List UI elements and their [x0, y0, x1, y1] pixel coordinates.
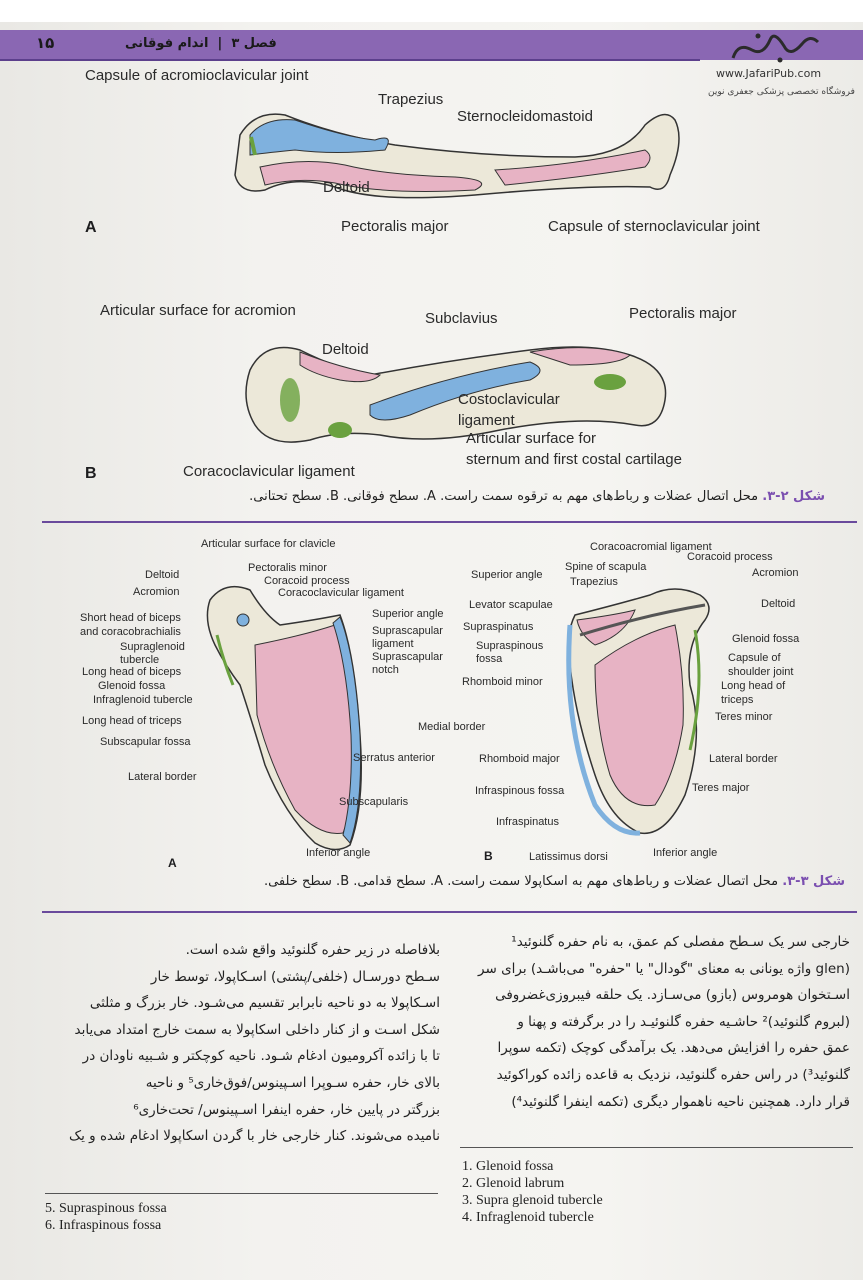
label-teres-major: Teres major — [692, 782, 750, 794]
panel-letter-3b: B — [484, 849, 493, 863]
chapter-label: فصل ۳ | اندام فوقانی — [125, 36, 277, 51]
label-short-head-biceps: Short head of biceps — [80, 612, 181, 624]
body-left-line: سـطح دورسـال (خلفی/پشتی) اسـکاپولا، توسط خار — [150, 968, 440, 985]
figure-3-caption: شکل ۳-۳. محل اتصال عضلات و رباط‌های مهم به اسکاپولا سمت راست. A. سطح قدامی. B. سطح خلفی. — [263, 874, 845, 889]
trapezius-area — [250, 120, 388, 155]
label-long-head-triceps-3a: Long head of triceps — [82, 715, 182, 727]
label-infraglenoid: Infraglenoid tubercle — [93, 694, 193, 706]
label-glenoid-fossa-3a: Glenoid fossa — [98, 680, 166, 692]
label-supraglenoid-2: tubercle — [120, 654, 160, 666]
scapula-anterior-drawing — [195, 575, 375, 860]
label-subscapularis: Subscapularis — [339, 796, 409, 808]
label-deltoid-b: Deltoid — [322, 341, 369, 358]
label-pectoralis-major-b: Pectoralis major — [629, 305, 737, 322]
footnote-item: 6. Infraspinous fossa — [45, 1218, 162, 1233]
body-right-line: گلنوئید³) در راس حفره گلنوئید، نزدیک به قاعده زائده کوراکوئید — [496, 1066, 850, 1083]
panel-letter-2a: A — [85, 219, 97, 236]
figure-2-caption: شکل ۲-۳. محل اتصال عضلات و رباط‌های مهم به ترقوه سمت راست. A. سطح فوقانی. B. سطح تحتانی. — [249, 489, 825, 504]
label-capsule-shoulder: Capsule of — [728, 652, 781, 664]
body-right-line: قرار دارد. همچنین ناحیه ناهموار دیگری (تکمه اینفرا گلنوئید⁴) — [511, 1093, 850, 1110]
label-rhomboid-major: Rhomboid major — [479, 753, 560, 765]
label-supraspinatus: Supraspinatus — [463, 621, 534, 633]
label-glenoid-fossa-3b: Glenoid fossa — [732, 633, 800, 645]
body-right-line: عمق حفره را افزایش می‌دهد. یک برآمدگی کوچک (تکمه سوپرا — [497, 1040, 850, 1057]
header-underline — [0, 59, 700, 61]
body-left-line: تا با زائده آکرومیون ادغام شـود. ناحیه کوچکتر و شـبیه ناودان در — [82, 1048, 440, 1065]
clavicle-inferior-drawing — [230, 330, 680, 460]
label-lateral-border-3a: Lateral border — [128, 771, 197, 783]
body-left-line: بلافاصله در زیر حفره گلنوئید واقع شده است. — [185, 942, 440, 958]
body-right-line: اسـتخوان هومروس (بازو) می‌سـازد. یک حلقه فیبروزی‌غضروفی — [495, 987, 850, 1004]
footnote-item: 5. Supraspinous fossa — [45, 1201, 167, 1216]
footnote-rule-left — [45, 1193, 438, 1194]
footnotes-left — [45, 1200, 167, 1234]
label-costoclavicular: Costoclavicular — [458, 391, 560, 408]
body-right-line: خارجی سر یک سـطح مفصلی کم عمق، به نام حفره گلنوئید¹ — [511, 934, 850, 950]
label-spine-scapula: Spine of scapula — [565, 561, 647, 573]
label-coracoid-3a: Coracoid process — [264, 575, 350, 587]
body-text-right — [455, 929, 850, 1115]
label-suprascapular-notch: Suprascapular — [372, 651, 443, 663]
label-sternocleidomastoid: Sternocleidomastoid — [457, 108, 593, 125]
clavicle-superior-drawing — [225, 95, 685, 215]
label-infraspinatus: Infraspinatus — [496, 816, 559, 828]
label-long-head-triceps-3b-2: triceps — [721, 694, 754, 706]
costoclavicular-impression — [594, 374, 626, 390]
body-left-line: بزرگتر در پایین خار، حفره اینفرا اسـپینوس/ تحت‌خاری⁶ — [133, 1101, 440, 1118]
label-inferior-angle-3b: Inferior angle — [653, 847, 718, 859]
footnotes-right — [462, 1158, 603, 1226]
label-trapezius-a: Trapezius — [378, 91, 444, 108]
footnote-item: 1. Glenoid fossa — [462, 1159, 554, 1174]
footnote-item: 3. Supra glenoid tubercle — [462, 1193, 603, 1208]
label-suprascapular-notch-2: notch — [372, 664, 399, 676]
label-capsule-acromioclavicular: Capsule of acromioclavicular joint — [85, 67, 309, 84]
label-coracoid-3b: Coracoid process — [687, 551, 773, 563]
label-pectoralis-major-a: Pectoralis major — [341, 218, 449, 235]
label-infraspinous-fossa: Infraspinous fossa — [475, 785, 565, 797]
figure-2-divider — [42, 521, 857, 523]
label-acromion-3a: Acromion — [133, 586, 180, 598]
figure-3-divider — [42, 911, 857, 913]
label-articular-clavicle: Articular surface for clavicle — [201, 538, 336, 550]
conoid-tubercle — [328, 422, 352, 438]
label-teres-minor: Teres minor — [715, 711, 773, 723]
scapula-posterior-drawing — [555, 575, 745, 845]
panel-letter-3a: A — [168, 856, 177, 870]
label-short-head-biceps-2: and coracobrachialis — [80, 626, 181, 638]
page-number: ۱۵ — [36, 34, 55, 52]
label-medial-border: Medial border — [418, 721, 486, 733]
label-subclavius: Subclavius — [425, 310, 498, 327]
label-inferior-angle-3a: Inferior angle — [306, 847, 371, 859]
label-subscapular-fossa: Subscapular fossa — [100, 736, 191, 748]
logo-url: www.JafariPub.com — [716, 67, 822, 80]
label-supraspinous-fossa-2: fossa — [476, 653, 503, 665]
body-left-line: بالای خار، حفره سـوپرا اسـپینوس/فوق‌خاری⁵ و ناحیه — [145, 1074, 440, 1091]
label-superior-angle-3b: Superior angle — [471, 569, 543, 581]
label-latissimus-dorsi: Latissimus dorsi — [529, 851, 608, 863]
body-left-line: شکل اسـت و از کنار داخلی اسکاپولا به سمت خارج امتداد می‌یابد — [74, 1021, 440, 1038]
top-strip — [0, 0, 863, 22]
label-superior-angle-3a: Superior angle — [372, 608, 444, 620]
footnote-item: 2. Glenoid labrum — [462, 1176, 565, 1191]
label-suprascapular-lig-2: ligament — [372, 638, 414, 650]
footnote-item: 4. Infraglenoid tubercle — [462, 1210, 594, 1225]
label-costoclavicular-2: ligament — [458, 412, 515, 429]
label-capsule-sternoclavicular: Capsule of sternoclavicular joint — [548, 218, 760, 235]
label-long-head-triceps-3b: Long head of — [721, 680, 786, 692]
label-articular-sternum-2: sternum and first costal cartilage — [466, 451, 682, 468]
label-levator-scapulae: Levator scapulae — [469, 599, 553, 611]
body-text-left — [45, 937, 440, 1150]
label-rhomboid-minor: Rhomboid minor — [462, 676, 543, 688]
acromial-articular-surface — [280, 378, 300, 422]
publisher-logo — [718, 20, 828, 70]
label-coracoacromial: Coracoacromial ligament — [590, 541, 712, 553]
label-coracoclavicular: Coracoclavicular ligament — [183, 463, 355, 480]
label-deltoid-3b: Deltoid — [761, 598, 796, 610]
label-capsule-shoulder-2: shoulder joint — [728, 666, 794, 678]
body-right-line: (glen واژه یونانی به معنای "گودال" یا "حفره" می‌باشـد) برای سر — [478, 960, 850, 977]
label-deltoid-a: Deltoid — [323, 179, 370, 196]
label-trapezius-3b: Trapezius — [570, 576, 618, 588]
label-coracoclavicular-3a: Coracoclavicular ligament — [278, 587, 404, 599]
label-articular-acromion: Articular surface for acromion — [100, 302, 296, 319]
label-supraspinous-fossa: Supraspinous — [476, 640, 544, 652]
logo-subtitle: فروشگاه تخصصی پزشکی جعفری نوین — [708, 87, 855, 97]
label-supraglenoid: Supraglenoid — [120, 641, 185, 653]
body-left-line: اسـکاپولا به دو ناحیه نابرابر تقسیم می‌شـود. خار بزرگ و مثلثی — [89, 995, 440, 1012]
footnote-rule-right — [460, 1147, 853, 1148]
pectoralis-minor-spot — [237, 614, 249, 626]
panel-letter-2b: B — [85, 465, 97, 482]
label-deltoid-3a: Deltoid — [145, 569, 180, 581]
label-articular-sternum: Articular surface for — [466, 430, 597, 447]
body-left-line: نامیده می‌شوند. کنار خارجی خار با گردن اسکاپولا ادغام شده و یک — [69, 1128, 440, 1145]
label-serratus-anterior: Serratus anterior — [353, 752, 435, 764]
label-acromion-3b: Acromion — [752, 567, 799, 579]
label-suprascapular-lig: Suprascapular — [372, 625, 443, 637]
label-pectoralis-minor: Pectoralis minor — [248, 562, 327, 574]
label-long-head-biceps: Long head of biceps — [82, 666, 182, 678]
body-right-line: (لبروم گلنوئید)² حاشـیه حفره گلنوئیـد را در برگرفته و پهنا و — [517, 1013, 850, 1030]
label-lateral-border-3b: Lateral border — [709, 753, 778, 765]
